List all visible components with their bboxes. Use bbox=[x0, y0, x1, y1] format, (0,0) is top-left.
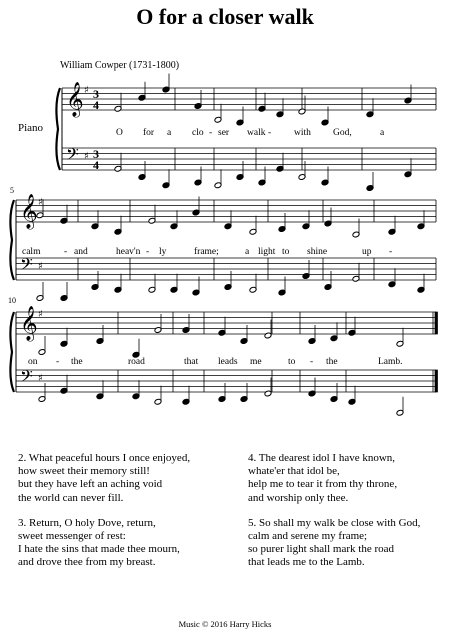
lyric-syllable: to bbox=[282, 247, 290, 257]
treble-clef-icon: 𝄞 bbox=[66, 82, 84, 117]
lyric-syllable: with bbox=[294, 128, 311, 138]
lyric-syllable: light bbox=[258, 247, 276, 257]
lyric-syllable: on bbox=[28, 357, 38, 367]
lyric-syllable: frame; bbox=[194, 247, 219, 257]
sharp-icon: ♯ bbox=[84, 151, 89, 162]
lyric-syllable: ly bbox=[159, 247, 167, 257]
sharp-icon: ♯ bbox=[38, 309, 43, 320]
system-2-staff bbox=[10, 200, 436, 280]
lyric-syllable: - bbox=[64, 247, 68, 257]
lyric-syllable: me bbox=[250, 357, 262, 367]
time-signature: 3 bbox=[93, 147, 99, 161]
composer-credit: William Cowper (1731-1800) bbox=[60, 60, 180, 71]
lyric-syllable: road bbox=[128, 357, 145, 367]
lyric-syllable: shine bbox=[307, 247, 328, 257]
bass-clef-icon: 𝄢 bbox=[20, 366, 33, 390]
instrument-label: Piano bbox=[18, 122, 44, 134]
lyric-syllable: - bbox=[209, 128, 213, 138]
lyric-syllable: leads bbox=[218, 357, 238, 367]
lyric-syllable: the bbox=[326, 357, 338, 367]
lyric-syllable: to bbox=[288, 357, 296, 367]
sharp-icon: ♯ bbox=[84, 85, 89, 96]
lyric-syllable: heav'n bbox=[116, 247, 141, 257]
lyric-syllable: calm bbox=[22, 247, 41, 257]
bass-clef-icon: 𝄢 bbox=[66, 144, 79, 168]
time-signature: 4 bbox=[93, 98, 99, 112]
lyric-syllable: and bbox=[74, 247, 88, 257]
sharp-icon: ♯ bbox=[38, 197, 43, 208]
lyric-syllable: the bbox=[71, 357, 83, 367]
lyric-syllable: - bbox=[389, 247, 393, 257]
measure-number: 10 bbox=[8, 296, 16, 305]
lyric-syllable: - bbox=[146, 247, 150, 257]
lyric-syllable: ser bbox=[218, 128, 230, 138]
sharp-icon: ♯ bbox=[38, 373, 43, 384]
treble-clef-icon: 𝄞 bbox=[20, 306, 38, 341]
bass-clef-icon: 𝄢 bbox=[20, 254, 33, 278]
lyric-syllable: a bbox=[167, 128, 172, 138]
lyric-syllable: Lamb. bbox=[378, 357, 403, 367]
lyric-syllable: O bbox=[116, 128, 123, 138]
lyric-syllable: God, bbox=[333, 128, 352, 138]
time-signature: 4 bbox=[93, 158, 99, 172]
sharp-icon: ♯ bbox=[38, 261, 43, 272]
treble-clef-icon: 𝄞 bbox=[20, 194, 38, 229]
lyric-syllable: that bbox=[184, 357, 199, 367]
lyric-syllable: a bbox=[380, 128, 385, 138]
system-3-staff bbox=[10, 312, 437, 392]
verse-2: 2. What peaceful hours I once enjoyed, how sweet their memory still! but they have left an aching void the world can never fill. 3. Return, O holy Dove, return, sweet messenger of rest: I hate the sins that made thee mourn, and drove thee from my breast. bbox=[18, 452, 191, 569]
lyric-syllable: a bbox=[245, 247, 250, 257]
lyric-syllable: for bbox=[143, 128, 155, 138]
lyric-syllable: walk bbox=[247, 128, 266, 138]
time-signature: 3 bbox=[93, 87, 99, 101]
lyric-syllable: - bbox=[310, 357, 314, 367]
measure-number: 5 bbox=[10, 186, 14, 195]
page-title: O for a closer walk bbox=[136, 4, 314, 29]
lyric-syllable: - bbox=[56, 357, 60, 367]
lyric-syllable: - bbox=[268, 128, 272, 138]
lyric-syllable: up bbox=[362, 247, 372, 257]
verse-4: 4. The dearest idol I have known, whate'er that idol be, help me to tear it from thy throne, and worship only thee. 5. So shall my walk be close with God, calm and serene my frame; so purer light shall mark the road that leads me to the Lamb. bbox=[248, 452, 421, 569]
lyric-syllable: clo bbox=[192, 128, 204, 138]
copyright-footer: Music © 2016 Harry Hicks bbox=[178, 619, 272, 629]
